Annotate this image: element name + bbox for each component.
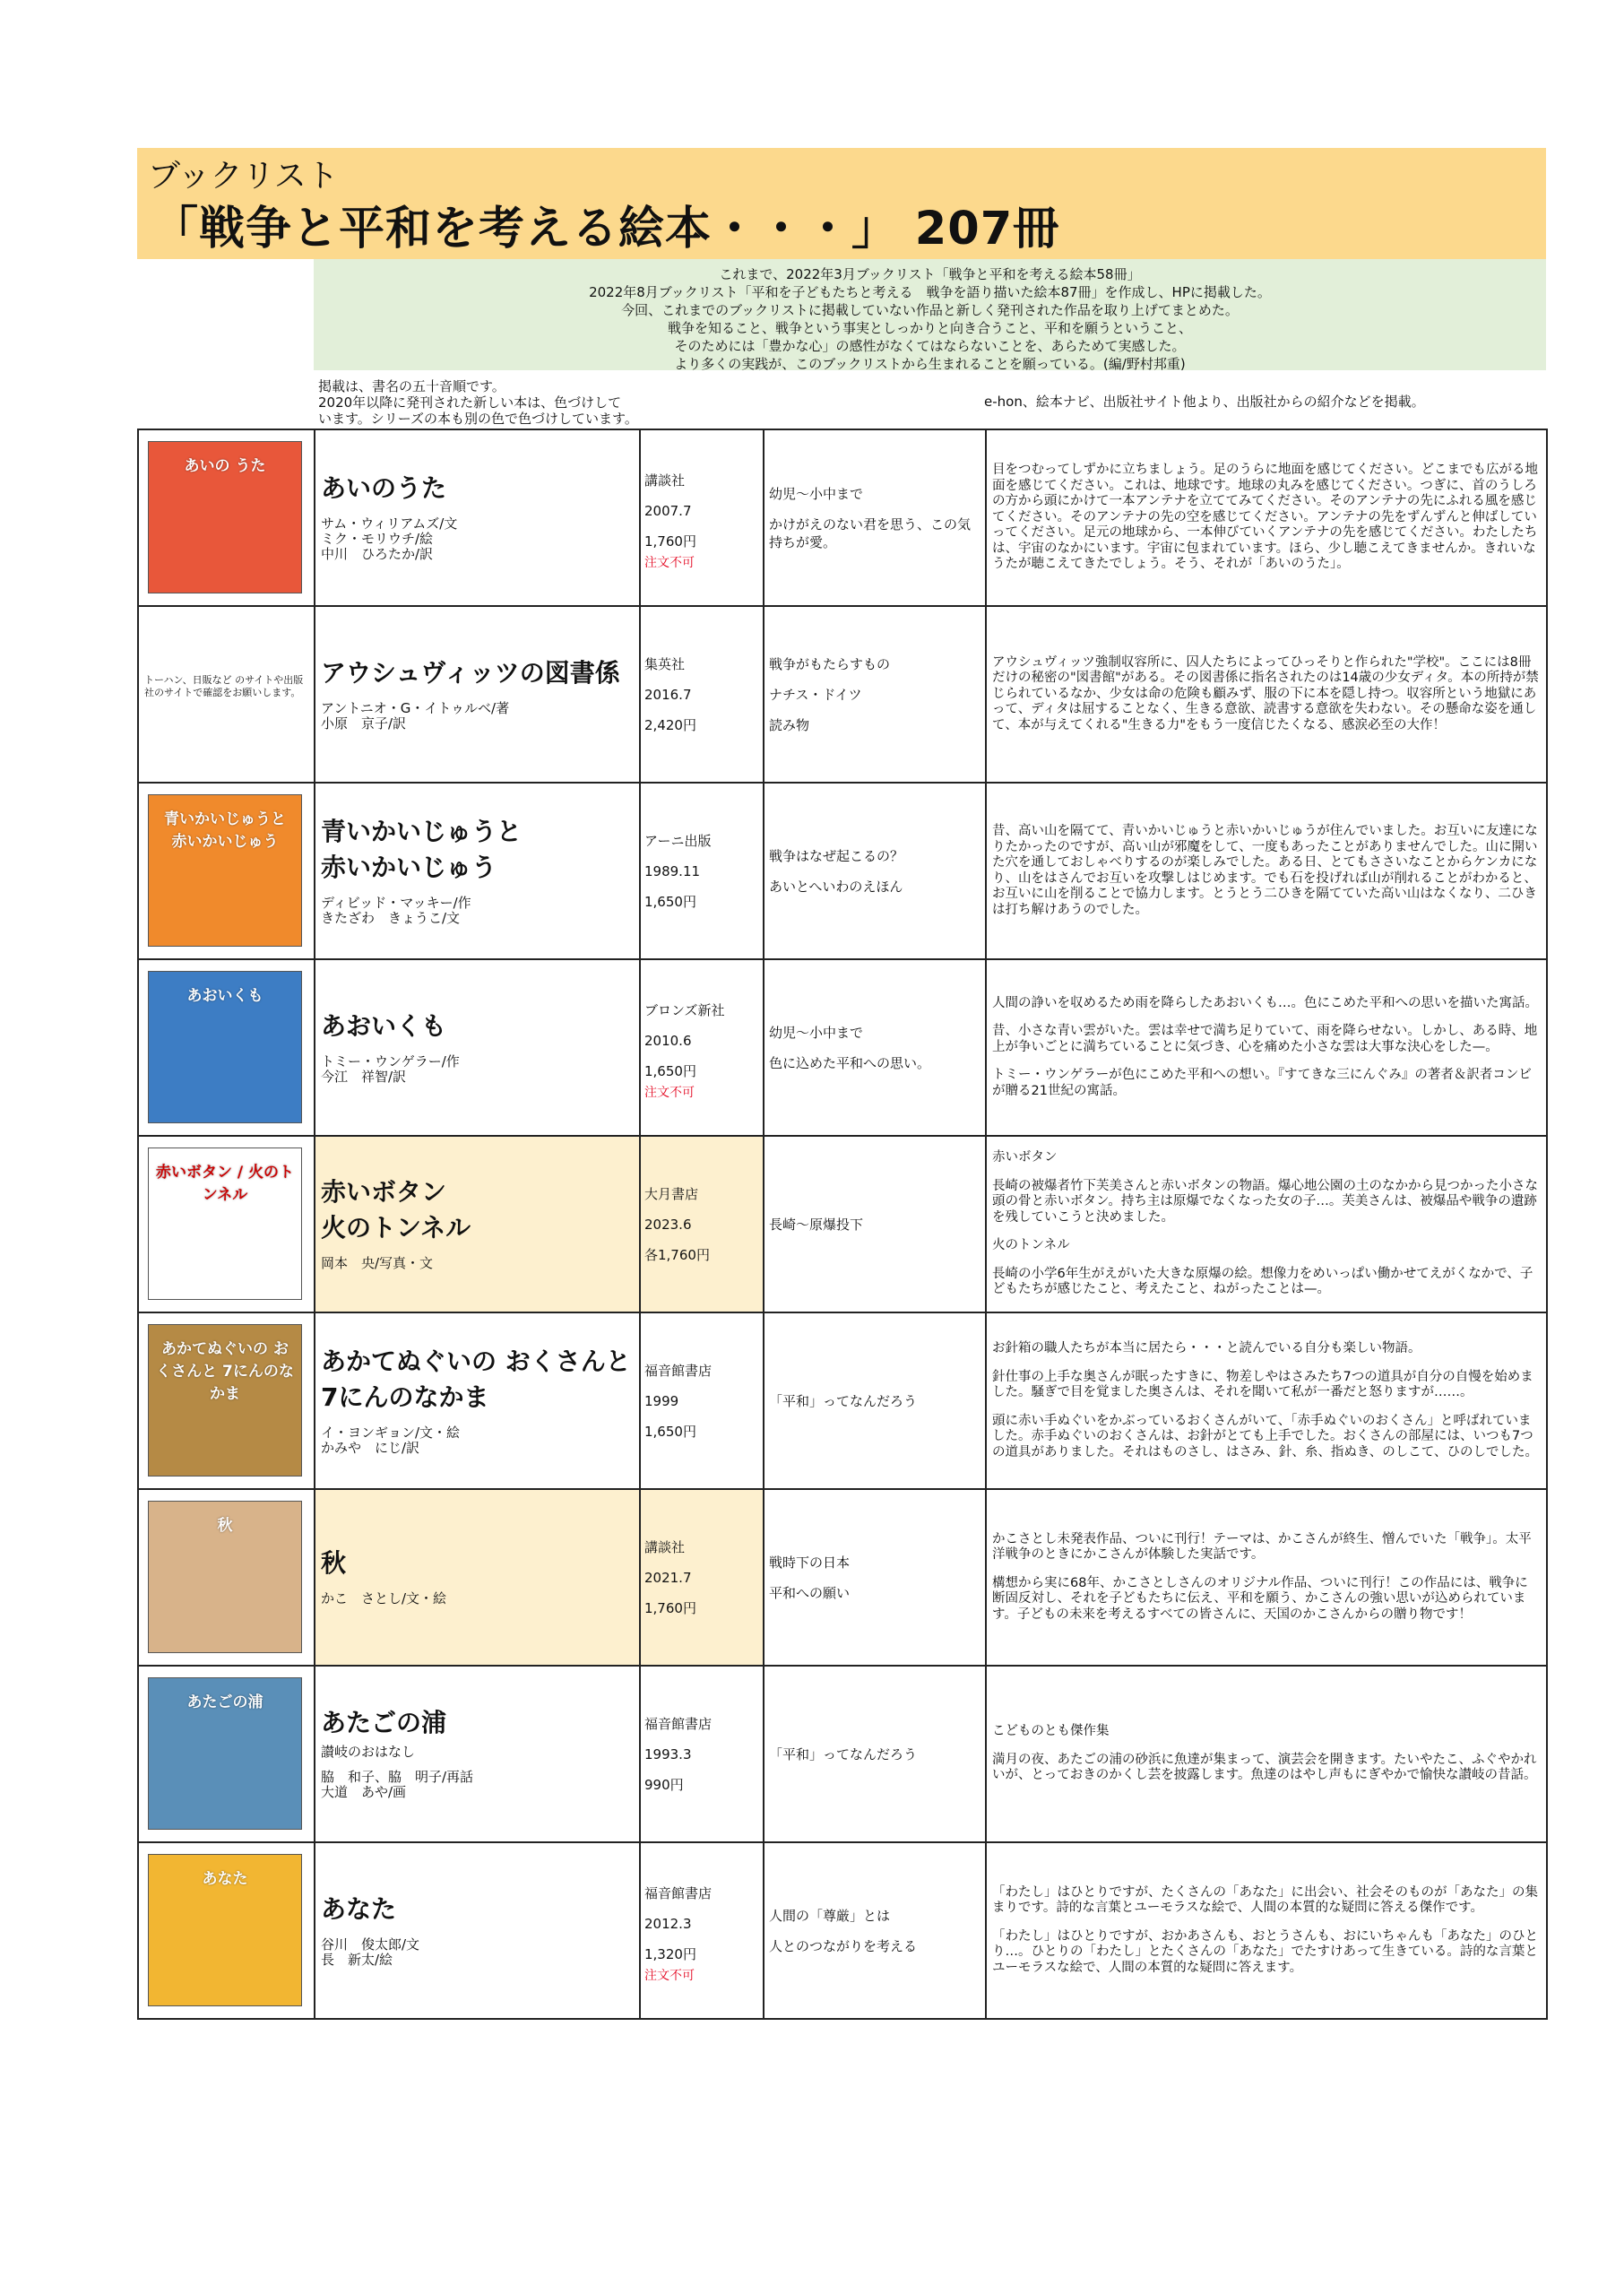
theme-text: 長崎～原爆投下 [769,1216,864,1233]
book-row [138,1312,1547,1489]
description-paragraph: 満月の夜、あたごの浦の砂浜に魚達が集まって、演芸会を開きます。たいやたこ、ふぐやかれいが、とっておきのかくし芸を披露します。魚達のはやし声もにぎやかで愉快な讃岐の昔話。 [992,1752,1537,1783]
theme-text: 平和への願い [769,1584,851,1601]
publisher-cell [640,1666,764,1842]
theme-text: ナチス・ドイツ [769,686,862,703]
book-row [138,606,1547,783]
book-cover-image [148,1677,302,1830]
publisher-cell [640,959,764,1136]
price: 1,320円 [644,1946,696,1962]
theme-text: 戦争がもたらすもの [769,655,891,672]
price: 1,650円 [644,1423,696,1440]
theme-cell [764,429,986,606]
description-paragraph: 針仕事の上手な奥さんが眠ったすきに、物差しやはさみたち7つの道具が自分の自慢を始めました。騒ぎで目を覚ました奥さんは、それを聞いて私が一番だと怒りますが……。 [992,1369,1533,1399]
intro-line: そのためには「豊かな心」の感性がなくてはならないことを、あらためて実感した。 [674,338,1186,354]
cover-area [139,1843,314,2018]
theme-text: 「平和」ってなんだろう [769,1745,918,1762]
theme-text: 人とのつながりを考える [769,1937,918,1954]
book-row [138,1842,1547,2019]
theme-text: 幼児～小中まで [769,1024,864,1041]
book-author: かこ さとし/文・絵 [321,1590,447,1606]
theme-text: 戦争はなぜ起こるの？ [769,847,904,864]
title-cell [315,1666,640,1842]
book-subtitle: 讃岐のおはなし [321,1744,416,1760]
cover-area [139,784,314,958]
description-paragraph: かこさとし未発表作品、ついに刊行！テーマは、かこさんが終生、憎んでいた「戦争」。太平洋戦争のときにかこさんが体験した実話です。 [992,1531,1532,1563]
theme-cell [764,783,986,959]
cover-area [139,960,314,1135]
cover-cell [138,959,315,1136]
description-cell [986,1666,1547,1842]
publisher: 集英社 [644,655,686,672]
page-title: 「戦争と平和を考える絵本・・・」 207冊 [152,203,1060,255]
intro-line: これまで、2022年3月ブックリスト「戦争と平和を考える絵本58冊」 [719,266,1141,282]
cover-cell [138,1666,315,1842]
publisher: 大月書店 [644,1185,699,1202]
publisher: 福音館書店 [644,1885,713,1901]
book-author: かみや にじ/訳 [321,1439,420,1456]
description-paragraph: お針箱の職人たちが本当に居たら・・・と読んでいる自分も楽しい物語。 [992,1341,1421,1355]
publisher-cell [640,429,764,606]
cover-title-text: あなた [202,1870,248,1888]
book-title: 火のトンネル [321,1213,471,1243]
price: 1,650円 [644,1063,696,1079]
cover-title-text: あかてぬぐいの おくさんと 7にんのなかま [156,1340,294,1403]
description-cell [986,1489,1547,1666]
book-row [138,1489,1547,1666]
description-paragraph: 頭に赤い手ぬぐいをかぶっているおくさんがいて、「赤手ぬぐいのおくさん」と呼ばれていました。赤手ぬぐいのおくさんは、お針がとても上手でした。おくさんの部屋には、いつも7つの道具がありました。それはものさし、はさみ、針、糸、指ぬき、のしこて、ひのしでした。 [992,1413,1538,1459]
theme-text: 戦時下の日本 [769,1554,851,1571]
description-cell [986,959,1547,1136]
publish-date: 2012.3 [644,1916,692,1932]
price: 各1,760円 [644,1246,710,1263]
book-title: 赤いかいじゅう [321,852,497,882]
title-cell [315,429,640,606]
book-author: 谷川 俊太郎/文 [321,1936,420,1953]
theme-cell [764,606,986,783]
publisher: 講談社 [644,472,686,489]
publish-date: 2016.7 [644,686,692,703]
theme-text: 色に込めた平和への思い。 [769,1054,931,1071]
order-status: 注文不可 [644,1969,695,1983]
publisher-cell [640,783,764,959]
cover-title-text: 青いかいじゅうと 赤いかいじゅう [164,810,286,851]
price: 1,650円 [644,893,696,910]
book-author: イ・ヨンギョン/文・絵 [321,1424,461,1441]
cover-cell [138,606,315,783]
theme-text: あいとへいわのえほん [769,878,903,895]
theme-text: 人間の「尊厳」とは [769,1907,891,1924]
title-cell [315,959,640,1136]
cover-cell [138,1489,315,1666]
book-table [137,429,1548,2020]
cover-area [139,1313,314,1488]
cover-cell [138,1312,315,1489]
book-title: あおいくも [321,1010,447,1041]
page-subtitle: ブックリスト [148,158,339,195]
theme-text: かけがえのない君を思う、この気持ちが愛。 [769,515,972,550]
description-paragraph: 昔、小さな青い雲がいた。雲は幸せで満ち足りていて、雨を降らせない。しかし、ある時、地上が争いごとに満ちていることに気づき、心を痛めた小さな雲は大事な決心をした—。 [992,1024,1538,1054]
book-row [138,783,1547,959]
description-paragraph: アウシュヴィッツ強制収容所に、囚人たちによってひっそりと作られた"学校"。ここには8冊だけの秘密の"図書館"がある。その図書係に指名されたのは14歳の少女ディタ。本の所持が禁じられているなか、少女は命の危険も顧みず、服の下に本を隠し持つ。収容所という地獄にあって、ディタは屈することなく、生きる意欲、読書する意欲を失わない。その懸命な姿を通して、本が与えてくれる"生きる力"をもう一度信じたくなる、感涙必至の大作！ [992,654,1539,732]
theme-cell [764,1842,986,2019]
publisher: 福音館書店 [644,1362,713,1379]
publisher: 講談社 [644,1538,686,1555]
publisher-cell [640,1136,764,1312]
book-author: 小原 京子/訳 [321,714,407,732]
description-paragraph: 昔、高い山を隔てて、青いかいじゅうと赤いかいじゅうが住んでいました。お互いに友達になりたかったのですが、高い山が邪魔をして、一度もあったことがありませんでした。山に開いた穴を通しておしゃべりするのが楽しみでした。ある日、とてもささいなことからケンカになり、山をはさんでお互いを攻撃しはじめます。でも石を投げれば山が削れることがわかると、お互いに山を削ることで協力します。とうとう二ひきを隔てていた高い山はなくなり、二ひきは打ち解けあうのでした。 [992,824,1538,917]
description-cell [986,1312,1547,1489]
listing-note [318,378,659,427]
publish-date: 2023.6 [644,1216,692,1233]
spacer [769,503,980,515]
cover-title-text: あいの うた [184,457,266,475]
cover-area [139,1490,314,1665]
description-cell [986,783,1547,959]
spacer [769,673,980,686]
book-title: あなた [321,1893,397,1924]
title-cell [315,1136,640,1312]
cover-cell [138,429,315,606]
publisher: ブロンズ新社 [644,1002,725,1018]
theme-text: 幼児～小中まで [769,485,864,502]
publisher-cell [640,606,764,783]
spacer [769,1925,980,1937]
publish-date: 1999 [644,1392,679,1409]
book-row [138,1666,1547,1842]
description-paragraph: 「わたし」はひとりですが、おかあさんも、おとうさんも、おにいちゃんも「あなた」のひとり…。ひとりの「わたし」とたくさんの「あなた」でたすけあって生きている。詩的な言葉とユーモラスな絵で、人間の本質的な疑問に答えます。 [992,1928,1538,1975]
description-cell [986,429,1547,606]
description-paragraph: 赤いボタン [992,1150,1058,1165]
publish-date: 2010.6 [644,1033,692,1049]
note-line: います。シリーズの本も別の色で色づけしています。 [318,411,638,427]
publisher: 福音館書店 [644,1715,713,1732]
publisher-cell [640,1489,764,1666]
book-author: トミー・ウンゲラー/作 [321,1052,460,1070]
book-title: 秋 [321,1548,347,1578]
theme-text: 読み物 [769,716,810,733]
book-title: 赤いボタン [321,1177,447,1207]
description-paragraph: 目をつむってしずかに立ちましょう。足のうらに地面を感じてください。どこまでも広がる地面を感じてください。これは、地球です。地球の丸みを感じてください。つぎに、首のうしろの方から頭にかけて一本アンテナを立ててみてください。そのアンテナの先にふれる風を感じてください。そのアンテナの先の空を感じてください。アンテナの先をずんずんと伸ばしていってください。足元の地球から、一本伸びていくアンテナの先を感じてください。わたしたちは、宇宙のなかにいます。宇宙に包まれています。ほら、少し聴こえてきませんか。きれいなうたが聴こえてきたでしょう。そう、それが「あいのうた」。 [992,463,1538,572]
publish-date: 1989.11 [644,862,701,879]
theme-cell [764,1312,986,1489]
description-paragraph: 構想から実に68年、かこさとしさんのオリジナル作品、ついに刊行！この作品には、戦争に断固反対し、それを子どもたちに伝え、平和を願う、かこさんの強い思いが込められています。子どもの未来を考えるすべての皆さんに、天国のかこさんからの贈り物です！ [992,1575,1528,1622]
spacer [769,1042,980,1054]
theme-cell [764,959,986,1136]
intro-line: 2022年8月ブックリスト「平和を子どもたちと考える 戦争を語り描いた絵本87冊」を作成し、HPに掲載した。 [589,284,1271,300]
book-row [138,1136,1547,1312]
book-cover-image [148,794,302,947]
cover-title-text: あおいくも [186,987,263,1005]
book-title: あたごの浦 [321,1708,447,1737]
description-paragraph: 人間の諍いを収めるため雨を降らしたあおいくも…。色にこめた平和への思いを描いた寓話。 [992,995,1538,1010]
cover-area [139,430,314,605]
cover-unavailable-note: トーハン、日販など のサイトや出版社のサイトで確認をお願いします。 [144,674,304,698]
publisher-cell [640,1312,764,1489]
title-cell [315,1312,640,1489]
price: 2,420円 [644,716,696,733]
publish-date: 2021.7 [644,1569,692,1586]
cover-area [139,1667,314,1841]
book-title: 青いかいじゅうと [321,816,523,846]
publisher: アーニ出版 [644,832,712,849]
order-status: 注文不可 [644,1086,695,1100]
source-note: e-hon、絵本ナビ、出版社サイト他より、出版社からの紹介などを掲載。 [984,394,1425,410]
book-cover-image [148,1501,302,1653]
cover-area [139,607,314,782]
intro-line: より多くの実践が、このブックリストから生まれることを願っている。(編/野村邦重) [674,356,1186,372]
book-author: 脇 和子、脇 明子/再話 [321,1769,474,1785]
spacer [769,704,980,716]
book-author: サム・ウィリアムズ/文 [321,515,458,532]
book-cover-image [148,1854,302,2006]
title-cell [315,1489,640,1666]
description-paragraph: トミー・ウンゲラーが色にこめた平和への想い。『すてきな三にんぐみ』の著者＆訳者コンビが贈る21世紀の寓話。 [992,1068,1532,1098]
theme-cell [764,1136,986,1312]
description-cell [986,606,1547,783]
intro-line: 戦争を知ること、戦争という事実としっかりと向き合うこと、平和を願うということ、 [667,320,1192,336]
title-cell [315,783,640,959]
book-author: 岡本 央/写真・文 [321,1255,434,1271]
title-cell [315,606,640,783]
price: 1,760円 [644,533,696,550]
intro-line: 今回、これまでのブックリストに掲載していない作品と新しく発刊された作品を取り上げてまとめた。 [621,302,1239,318]
note-line: 掲載は、書名の五十音順です。 [318,378,505,394]
book-cover-image [148,971,302,1123]
note-line: 2020年以降に発刊された新しい本は、色づけして [318,394,622,411]
description-paragraph: 長崎の被爆者竹下芙美さんと赤いボタンの物語。爆心地公園の土のなかから見つかった小さな頭の骨と赤いボタン。持ち主は原爆でなくなった女の子…。芙美さんは、被爆品や戦争の遺跡を残していこうと決めました。 [992,1178,1538,1225]
description-cell [986,1136,1547,1312]
theme-text: 「平和」ってなんだろう [769,1392,918,1409]
cover-area [139,1137,314,1312]
cover-cell [138,1136,315,1312]
book-author: 長 新太/絵 [321,1951,393,1968]
publish-date: 1993.3 [644,1745,692,1762]
book-author: 中川 ひろたか/訳 [321,546,434,562]
book-row [138,429,1547,606]
cover-title-text: 秋 [217,1517,233,1535]
theme-cell [764,1666,986,1842]
intro-box [314,259,1546,370]
description-cell [986,1842,1547,2019]
theme-cell [764,1489,986,1666]
book-author: ディビッド・マッキー/作 [321,894,471,911]
book-author: きたざわ きょうこ/文 [321,909,461,926]
title-cell [315,1842,640,2019]
publish-date: 2007.7 [644,503,692,519]
order-status: 注文不可 [644,556,695,570]
book-title: 7にんのなかま [321,1381,489,1412]
book-author: アントニオ・G・イトゥルベ/著 [321,699,510,716]
book-cover-image [148,1324,302,1477]
description-paragraph: 長崎の小学6年生がえがいた大きな原爆の絵。想像力をめいっぱい働かせてえがくなかで、子どもたちが感じたこと、考えたこと、ねがったことは—。 [992,1266,1533,1297]
book-title: アウシュヴィッツの図書係 [321,657,620,688]
book-author: 大道 あや/画 [321,1784,407,1800]
cover-title-text: あたごの浦 [186,1693,263,1711]
book-title: あかてぬぐいの おくさんと [321,1346,631,1376]
description-paragraph: 「わたし」はひとりですが、たくさんの「あなた」に出会い、社会そのものが「あなた」の集まりです。詩的な言葉とユーモラスな絵で、人間の本質的な疑問に答える傑作です。 [992,1884,1538,1916]
cover-cell [138,783,315,959]
book-row [138,959,1547,1136]
cover-cell [138,1842,315,2019]
spacer [769,865,980,878]
spacer [769,1572,980,1584]
book-author: 今江 祥智/訳 [321,1068,407,1085]
description-paragraph: こどものとも傑作集 [992,1724,1110,1739]
book-cover-image [148,1148,302,1300]
price: 1,760円 [644,1599,696,1616]
book-author: ミク・モリウチ/絵 [321,531,434,547]
book-cover-image [148,441,302,593]
book-title: あいのうた [321,473,447,503]
publisher-cell [640,1842,764,2019]
price: 990円 [644,1776,684,1793]
cover-title-text: 赤いボタン / 火のトンネル [155,1164,295,1204]
description-paragraph: 火のトンネル [992,1238,1070,1253]
